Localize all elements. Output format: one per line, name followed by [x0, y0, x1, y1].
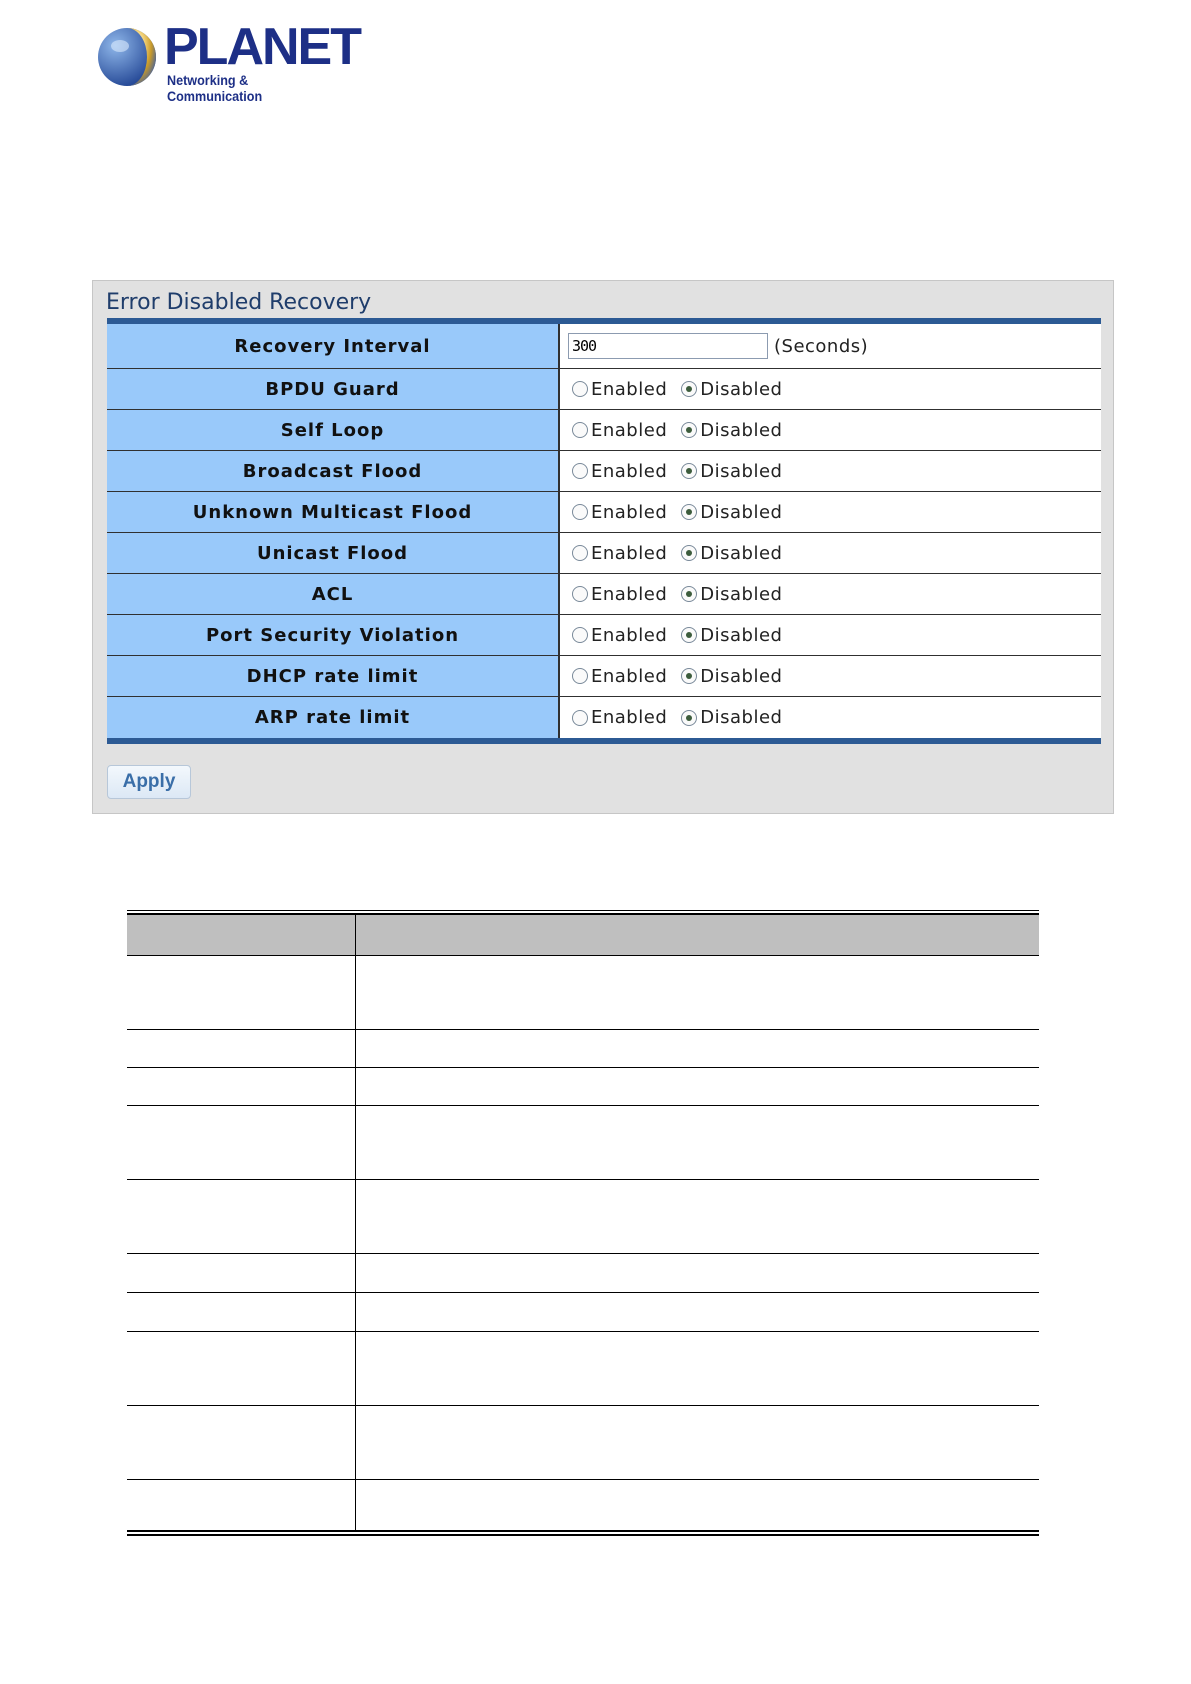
logo-tagline: Networking & Communication: [167, 72, 263, 104]
disabled-option[interactable]: [681, 707, 782, 728]
enabled-option[interactable]: [572, 420, 667, 441]
option-row: [107, 451, 1101, 492]
disabled-radio-label: Disabled: [700, 460, 783, 482]
disabled-option[interactable]: [681, 625, 782, 646]
option-row: [107, 697, 1101, 738]
disabled-radio[interactable]: [681, 422, 697, 438]
option-row: [107, 615, 1101, 656]
enabled-radio[interactable]: [572, 710, 588, 726]
option-row: [107, 574, 1101, 615]
disabled-radio[interactable]: [681, 627, 697, 643]
disabled-option[interactable]: [681, 461, 782, 482]
option-value-cell: [560, 492, 1101, 532]
disabled-option[interactable]: [681, 543, 782, 564]
desc-header-col1: [127, 915, 356, 955]
table-row: [127, 1406, 1039, 1480]
option-row: [107, 410, 1101, 451]
option-value-cell: [560, 451, 1101, 491]
disabled-radio-label: Disabled: [700, 665, 783, 687]
disabled-radio[interactable]: [681, 504, 697, 520]
option-value-cell: [560, 615, 1101, 655]
table-row: [127, 1068, 1039, 1106]
option-row: [107, 533, 1101, 574]
recovery-interval-label: Recovery Interval: [107, 324, 560, 368]
disabled-radio-label: Disabled: [700, 707, 783, 728]
table-row: [127, 1332, 1039, 1406]
enabled-radio-label: Enabled: [591, 419, 668, 441]
option-label: DHCP rate limit: [107, 656, 560, 696]
option-row: [107, 369, 1101, 410]
enabled-option[interactable]: [572, 379, 667, 400]
table-row: [127, 1030, 1039, 1068]
interval-unit-label: (Seconds): [774, 335, 869, 357]
enabled-radio-label: Enabled: [591, 665, 668, 687]
enabled-option[interactable]: [572, 584, 667, 605]
option-value-cell: [560, 656, 1101, 696]
disabled-radio[interactable]: [681, 463, 697, 479]
option-row: [107, 656, 1101, 697]
table-row: [127, 1293, 1039, 1332]
option-value-cell: [560, 369, 1101, 409]
globe-logo-icon: [96, 26, 158, 88]
table-row: [127, 1106, 1039, 1180]
disabled-option[interactable]: [681, 584, 782, 605]
disabled-radio[interactable]: [681, 668, 697, 684]
table-row: [127, 1254, 1039, 1293]
enabled-radio[interactable]: [572, 627, 588, 643]
disabled-option[interactable]: [681, 420, 782, 441]
enabled-radio[interactable]: [572, 586, 588, 602]
panel-title: Error Disabled Recovery: [106, 290, 372, 315]
disabled-radio-label: Disabled: [700, 542, 783, 564]
disabled-radio[interactable]: [681, 586, 697, 602]
option-value-cell: [560, 574, 1101, 614]
option-value-cell: [560, 533, 1101, 573]
enabled-option[interactable]: [572, 666, 667, 687]
enabled-radio-label: Enabled: [591, 624, 668, 646]
disabled-radio[interactable]: [681, 710, 697, 726]
recovery-interval-row: [107, 324, 1101, 369]
logo-brand-text: PLANET: [164, 18, 360, 76]
disabled-option[interactable]: [681, 502, 782, 523]
option-label: Unicast Flood: [107, 533, 560, 573]
desc-header-col2: [356, 915, 1039, 955]
enabled-radio-label: Enabled: [591, 542, 668, 564]
disabled-radio[interactable]: [681, 381, 697, 397]
desc-table-bottom-rule: [127, 1534, 1039, 1536]
apply-button[interactable]: Apply: [107, 765, 191, 799]
enabled-radio[interactable]: [572, 504, 588, 520]
option-label: Port Security Violation: [107, 615, 560, 655]
disabled-radio-label: Disabled: [700, 378, 783, 400]
recovery-config-table: [107, 318, 1101, 744]
enabled-option[interactable]: [572, 502, 667, 523]
disabled-radio[interactable]: [681, 545, 697, 561]
option-label: ARP rate limit: [107, 697, 560, 738]
table-row: [127, 1180, 1039, 1254]
option-value-cell: [560, 697, 1101, 738]
table-row: [127, 956, 1039, 1030]
enabled-radio-label: Enabled: [591, 378, 668, 400]
enabled-radio-label: Enabled: [591, 460, 668, 482]
disabled-option[interactable]: [681, 379, 782, 400]
disabled-option[interactable]: [681, 666, 782, 687]
option-value-cell: [560, 410, 1101, 450]
enabled-radio[interactable]: [572, 463, 588, 479]
description-table: [127, 910, 1039, 1536]
planet-logo: [96, 18, 360, 104]
enabled-option[interactable]: [572, 543, 667, 564]
enabled-radio-label: Enabled: [591, 583, 668, 605]
error-disabled-recovery-panel: [92, 280, 1114, 814]
enabled-radio[interactable]: [572, 381, 588, 397]
recovery-interval-input[interactable]: [568, 333, 768, 359]
disabled-radio-label: Disabled: [700, 624, 783, 646]
enabled-option[interactable]: [572, 707, 667, 728]
enabled-radio[interactable]: [572, 545, 588, 561]
desc-table-header: [127, 913, 1039, 956]
disabled-radio-label: Disabled: [700, 583, 783, 605]
enabled-radio-label: Enabled: [591, 707, 668, 728]
enabled-radio[interactable]: [572, 668, 588, 684]
option-label: Broadcast Flood: [107, 451, 560, 491]
enabled-option[interactable]: [572, 461, 667, 482]
option-label: Unknown Multicast Flood: [107, 492, 560, 532]
option-row: [107, 492, 1101, 533]
disabled-radio-label: Disabled: [700, 419, 783, 441]
option-label: Self Loop: [107, 410, 560, 450]
option-label: BPDU Guard: [107, 369, 560, 409]
disabled-radio-label: Disabled: [700, 501, 783, 523]
option-label: ACL: [107, 574, 560, 614]
enabled-radio-label: Enabled: [591, 501, 668, 523]
enabled-option[interactable]: [572, 625, 667, 646]
recovery-interval-cell: [560, 324, 1101, 368]
enabled-radio[interactable]: [572, 422, 588, 438]
table-row: [127, 1480, 1039, 1532]
